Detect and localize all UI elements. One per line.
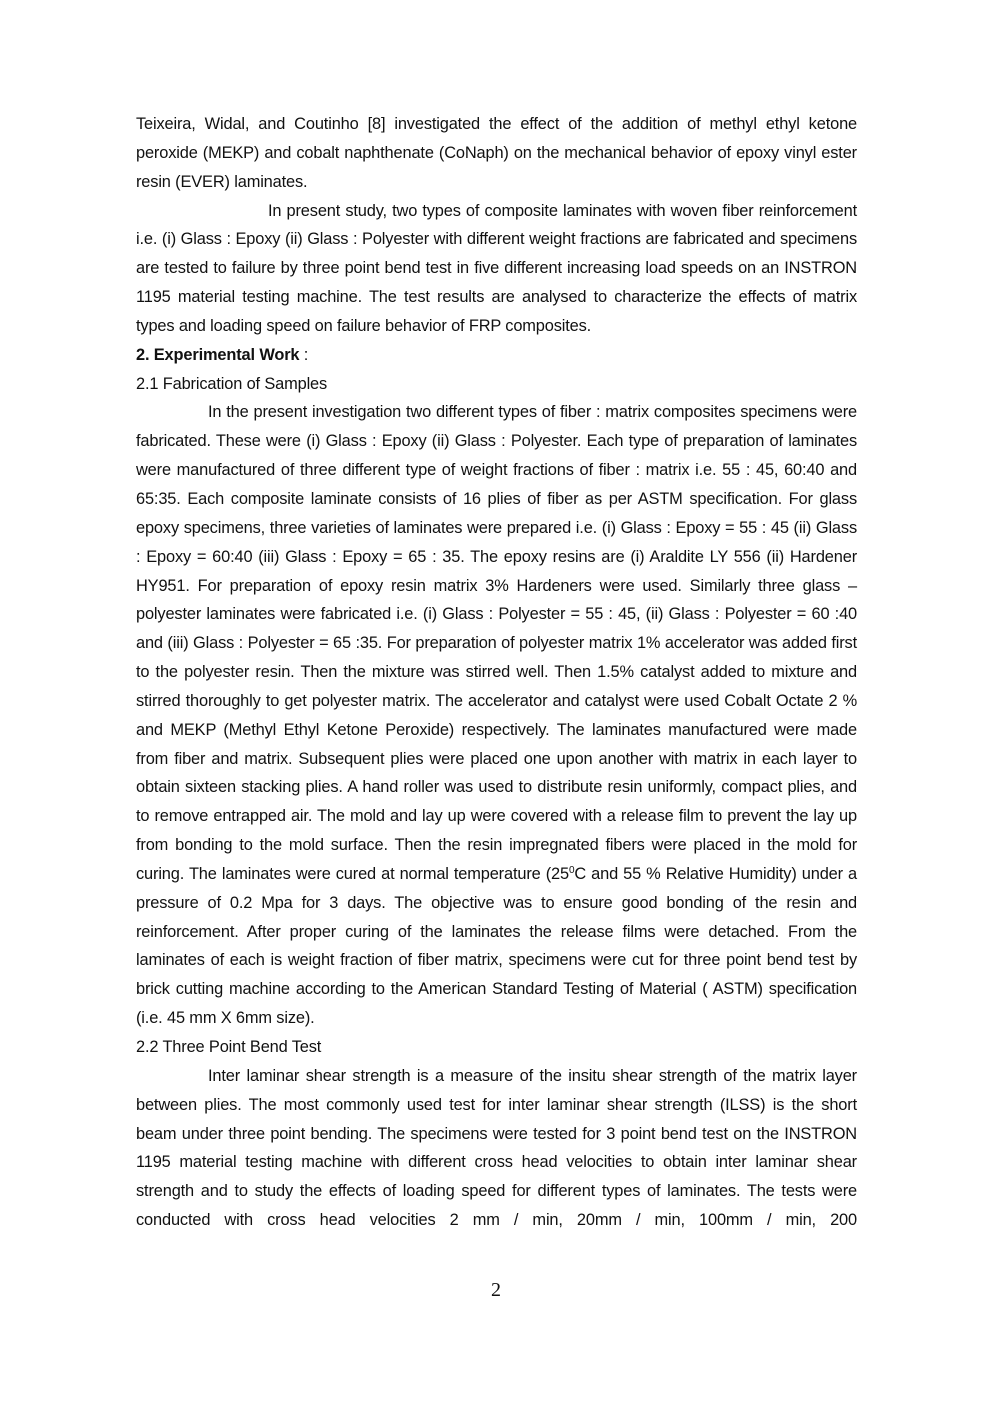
paragraph-intro-tail: Teixeira, Widal, and Coutinho [8] investigated the effect of the addition of methyl ethyl ketone peroxide (MEKP) and cobalt naphthenate (CoNaph) on the mechanical behavior of epoxy vinyl ester resin (EVER) laminates. [136,115,857,191]
section-heading-experimental-work [136,341,857,370]
subsection-heading-fabrication: 2.1 Fabrication of Samples [136,374,328,393]
paragraph-three-point-bend: Inter laminar shear strength is a measure of the insitu shear strength of the matrix layer between plies. The most commonly used test for inter laminar shear strength (ILSS) is the short beam under three point bending. The specimens were tested for 3 point bend test on the INSTRON 1195 material testing machine with different cross head velocities to obtain inter laminar shear strength and to study the effects of loading speed for different types of laminates. The tests were conducted with cross head velocities 2 mm / min, 20mm / min, 100mm / min, 200 [136,1066,857,1230]
paragraph-present-study: In present study, two types of composite laminates with woven fiber reinforcement i.e. (i) Glass : Epoxy (ii) Glass : Polyester with different weight fractions are fabricated and specimens are tested to failure by three point bend test in five different increasing load speeds on an INSTRON 1195 material testing machine. The test results are analysed to characterize the effects of matrix types and loading speed on failure behavior of FRP composites. [136,201,857,335]
section-heading-colon: : [299,345,309,364]
page-number: 2 [491,1279,501,1301]
degree-superscript: 0 [568,864,575,876]
fabrication-text-part2: C and 55 % Relative Humidity) under a pressure of 0.2 Mpa for 3 days. The objective was to ensure good bonding of the resin and reinforcement. After proper curing of the laminates the release films were detached. From the laminates of each is weight fraction of fiber matrix, specimens were cut for three point bend test by brick cutting machine according to the American Standard Testing of Material ( ASTM) specification (i.e. 45 mm X 6mm size). [136,864,857,1028]
fabrication-text-part1: In the present investigation two different types of fiber : matrix composites specimens were fabricated. These were (i) Glass : Epoxy (ii) Glass : Polyester. Each type of preparation of laminates were manufactured of three different type of weight fractions of fiber : matrix i.e. 55 : 45, 60:40 and 65:35. Each composite laminate consists of 16 plies of fiber as per ASTM specification. For glass epoxy specimens, three varieties of laminates were prepared i.e. (i) Glass : Epoxy = 55 : 45 (ii) Glass : Epoxy = 60:40 (iii) Glass : Epoxy = 65 : 35. The epoxy resins are (i) Araldite LY 556 (ii) Hardener HY951. For preparation of epoxy resin matrix 3% Hardeners were used. Similarly three glass – polyester laminates were fabricated i.e. (i) Glass : Polyester = 55 : 45, (ii) Glass : Polyester = 60 :40 and (iii) Glass : Polyester = 65 :35. For preparation of polyester matrix 1% accelerator was added first to the polyester resin. Then the mixture was stirred well. Then 1.5% catalyst added to mixture and stirred thoroughly to get polyester matrix. The accelerator and catalyst were used Cobalt Octate 2 % and MEKP (Methyl Ethyl Ketone Peroxide) respectively. The laminates manufactured were made from fiber and matrix. Subsequent plies were placed one upon another with matrix in each layer to obtain sixteen stacking plies. A hand roller was used to distribute resin uniformly, compact plies, and to remove entrapped air. The mold and lay up were covered with a release film to prevent the lay up from bonding to the mold surface. Then the resin impregnated fibers were placed in the mold for curing. The laminates were cured at normal temperature (25 [136,403,857,883]
document-page [136,110,857,1235]
section-heading-text: 2. Experimental Work [136,345,300,364]
paragraph-fabrication [136,398,857,1033]
subsection-heading-three-point-bend: 2.2 Three Point Bend Test [136,1038,322,1056]
